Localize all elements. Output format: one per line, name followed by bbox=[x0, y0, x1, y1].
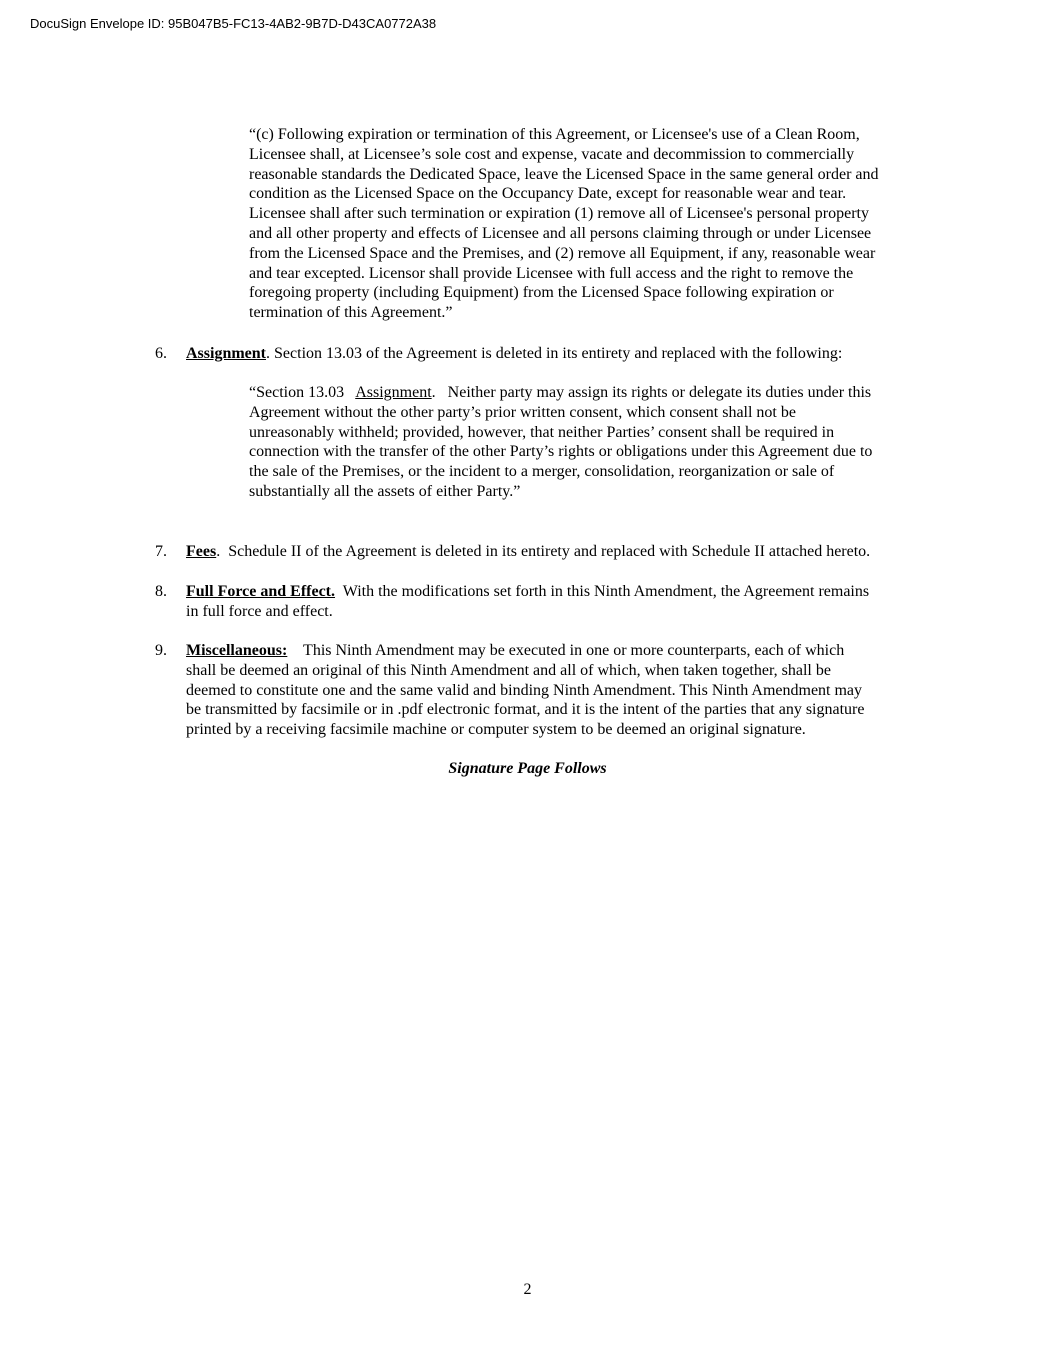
section-line bbox=[186, 542, 936, 562]
section-heading: Fees bbox=[186, 543, 217, 560]
section-line: printed by a receiving facsimile machine or computer system to be deemed an original signature. bbox=[186, 721, 806, 739]
section-text: With the modifications set forth in this Ninth Amendment, the Agreement remains bbox=[335, 583, 870, 600]
clause-c-line: “(c) Following expiration or termination of this Agreement, or Licensee's use of a Clean Room, bbox=[249, 126, 860, 143]
section-text: . Schedule II of the Agreement is deleted in its entirety and replaced with Schedule II attached hereto. bbox=[216, 543, 871, 560]
quote-heading: Assignment bbox=[355, 384, 432, 401]
section-number: 7. bbox=[155, 543, 167, 560]
section-number: 8. bbox=[155, 583, 167, 600]
section-line bbox=[186, 582, 936, 602]
section-text: This Ninth Amendment may be executed in one or more counterparts, each of which bbox=[287, 642, 845, 659]
clause-c-line: Licensee shall, at Licensee’s sole cost and expense, vacate and decommission to commercially bbox=[249, 145, 855, 163]
section-heading: Full Force and Effect. bbox=[186, 583, 336, 600]
section-line: be transmitted by facsimile or in .pdf electronic format, and it is the intent of the parties that any signature bbox=[186, 701, 865, 719]
section-body bbox=[186, 344, 936, 364]
clause-c-block bbox=[249, 125, 939, 323]
section-body bbox=[186, 542, 936, 562]
section-line bbox=[186, 344, 936, 364]
section-body bbox=[186, 641, 936, 740]
clause-c-line: and all other property and effects of Licensee and all persons claiming through or under Licensee bbox=[249, 224, 872, 242]
clause-c-line: foregoing property (including Equipment) from the Licensed Space following expiration or bbox=[249, 284, 834, 302]
quote-line bbox=[249, 383, 939, 403]
clause-c-line: from the Licensed Space and the Premises, and (2) remove all Equipment, if any, reasonable wear bbox=[249, 244, 876, 262]
section-line: shall be deemed an original of this Ninth Amendment and all of which, when taken together, shall be bbox=[186, 661, 831, 679]
section-line bbox=[186, 641, 936, 661]
quote-first-line-rest: . Neither party may assign its rights or delegate its duties under this bbox=[431, 384, 872, 401]
docusign-envelope-id: DocuSign Envelope ID: 95B047B5-FC13-4AB2-9B7D-D43CA0772A38 bbox=[30, 16, 437, 31]
signature-page-follows: Signature Page Follows bbox=[448, 760, 607, 777]
clause-c-line: and tear excepted. Licensor shall provide Licensee with full access and the right to remove the bbox=[249, 264, 854, 282]
section-heading: Miscellaneous: bbox=[186, 642, 288, 659]
section-number: 9. bbox=[155, 642, 167, 659]
quote-prefix: “Section 13.03 bbox=[249, 384, 356, 401]
page-number: 2 bbox=[523, 1281, 532, 1298]
clause-c-line: condition as the Licensed Space on the Occupancy Date, except for reasonable wear and tear. bbox=[249, 185, 847, 203]
section-text: . Section 13.03 of the Agreement is deleted in its entirety and replaced with the following: bbox=[266, 345, 843, 362]
section-13-03-quote bbox=[249, 383, 939, 502]
quote-line: connection with the transfer of the other Party’s rights or obligations under this Agreement due to bbox=[249, 443, 873, 461]
clause-c-line: termination of this Agreement.” bbox=[249, 304, 453, 322]
section-line: deemed to constitute one and the same valid and binding Ninth Amendment. This Ninth Amendment may bbox=[186, 681, 863, 699]
section-number: 6. bbox=[155, 345, 167, 362]
quote-line: unreasonably withheld; provided, however, that neither Parties’ consent shall be required in bbox=[249, 423, 835, 441]
quote-line: substantially all the assets of either Party.” bbox=[249, 482, 521, 500]
section-body bbox=[186, 582, 936, 622]
clause-c-line: Licensee shall after such termination or expiration (1) remove all of Licensee's personal property bbox=[249, 205, 869, 223]
quote-line: the sale of the Premises, or the incident to a merger, consolidation, reorganization or sale of bbox=[249, 463, 835, 481]
quote-line: Agreement without the other party’s prior written consent, which consent shall not be bbox=[249, 403, 796, 421]
section-line: in full force and effect. bbox=[186, 602, 333, 620]
section-heading: Assignment bbox=[186, 345, 267, 362]
clause-c-line: reasonable standards the Dedicated Space, leave the Licensed Space in the same general order and bbox=[249, 165, 879, 183]
